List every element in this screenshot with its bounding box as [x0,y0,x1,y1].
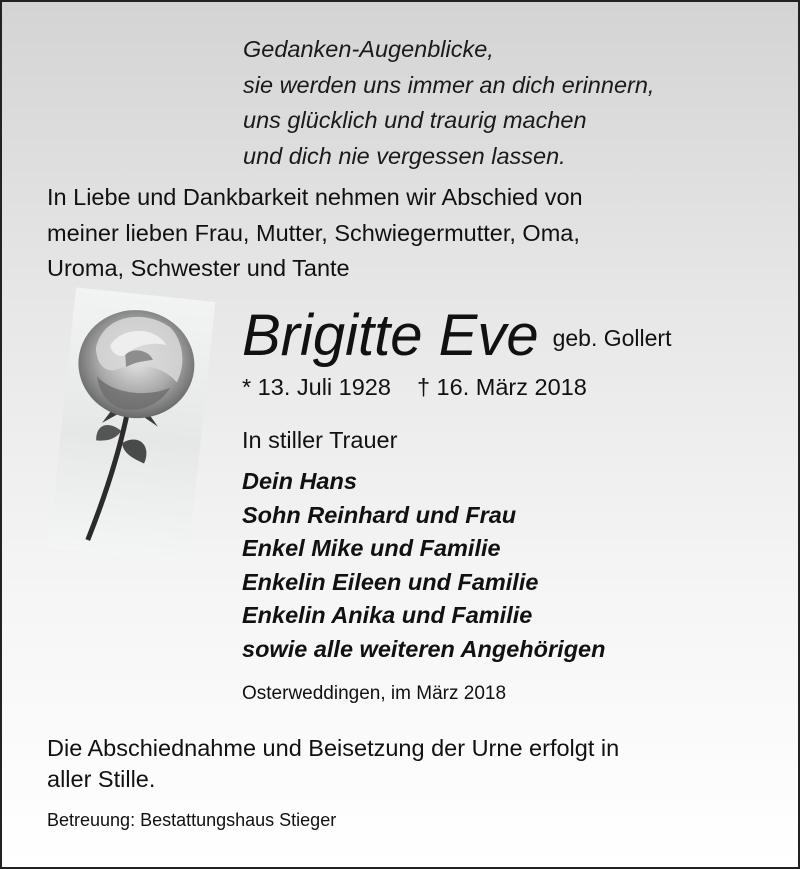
mourning-label: In stiller Trauer [242,427,398,453]
poem-line: und dich nie vergessen lassen. [243,142,566,169]
funeral-note [47,733,747,795]
mourner-line: sowie alle weiteren Angehörigen [242,635,606,662]
mourner-line: Enkelin Eileen und Familie [242,568,539,595]
intro-line: In Liebe und Dankbarkeit nehmen wir Abschied von [47,184,583,210]
birth-date: * 13. Juli 1928 [242,374,391,400]
deceased-name-row [242,302,671,369]
mourner-line: Dein Hans [242,468,357,494]
mourner-line: Sohn Reinhard und Frau [242,501,517,528]
life-dates [242,374,587,401]
mourners-list [242,465,605,667]
intro-line: Uroma, Schwester und Tante [47,255,350,281]
poem-line: Gedanken-Augenblicke, [243,36,494,62]
rose-image [49,287,216,562]
death-date: † 16. März 2018 [416,374,587,400]
poem-line: sie werden uns immer an dich erinnern, [243,71,655,98]
rose-icon [49,287,216,562]
undertaker-credit: Betreuung: Bestattungshaus Stieger [47,810,337,830]
intro-text [47,180,767,287]
deceased-name: Brigitte Eve [242,303,539,368]
poem-line: uns glücklich und traurig machen [243,107,587,133]
mourner-line: Enkelin Anika und Familie [242,602,533,629]
mourner-line: Enkel Mike und Familie [242,535,501,562]
funeral-note-line: aller Stille. [47,766,156,792]
place-date: Osterweddingen, im März 2018 [242,683,507,704]
maiden-name: geb. Gollert [552,325,672,351]
funeral-note-line: Die Abschiednahme und Beisetzung der Urne erfolgt in [47,735,620,761]
intro-line: meiner lieben Frau, Mutter, Schwiegermutter, Oma, [47,219,580,246]
poem [243,32,654,174]
